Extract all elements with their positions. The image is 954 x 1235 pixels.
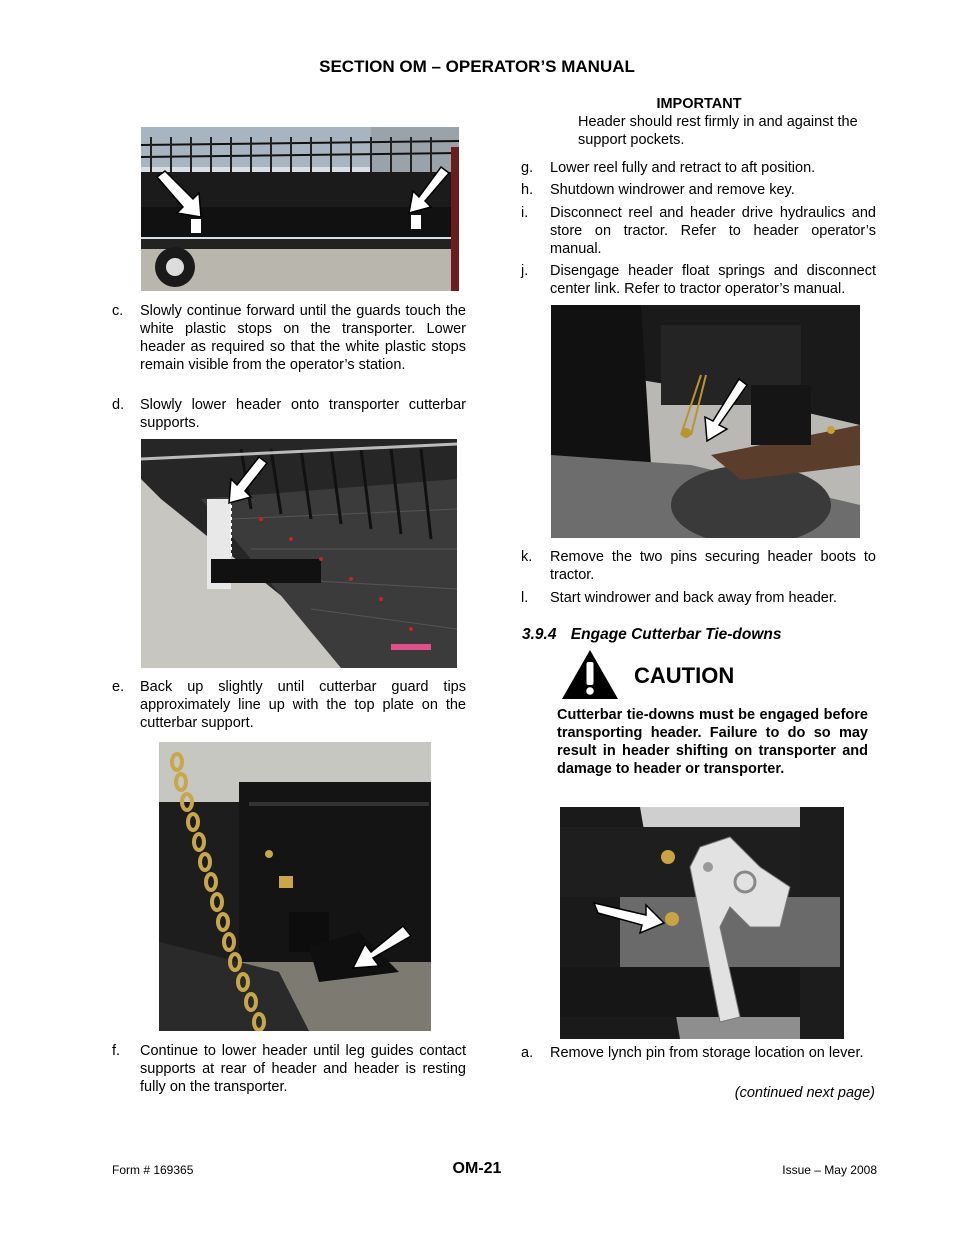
footer-form-number: Form # 169365 [112, 1163, 194, 1177]
photo-cutterbar-support [141, 439, 457, 668]
step-label: a. [521, 1045, 534, 1061]
step-g [521, 159, 876, 177]
footer-issue-date: Issue – May 2008 [782, 1163, 877, 1177]
step-text: Slowly lower header onto transporter cutterbar supports. [140, 397, 466, 431]
step-label: i. [521, 205, 529, 221]
photo-leg-guide-chain [159, 742, 431, 1031]
step-label: k. [521, 549, 533, 565]
warning-triangle-icon [560, 648, 620, 701]
step-text: Remove the two pins securing header boots to tractor. [550, 549, 876, 583]
photo-header-on-transporter [141, 127, 459, 291]
step-c [112, 302, 466, 392]
step-text: Shutdown windrower and remove key. [550, 182, 795, 198]
step-label: j. [521, 263, 529, 279]
important-text: Header should rest firmly in and against the support pockets. [578, 114, 858, 148]
step-text: Disconnect reel and header drive hydraulics and store on tractor. Refer to header operator’s manual. [550, 205, 876, 257]
step-label: l. [521, 590, 529, 606]
step-label: g. [521, 160, 534, 176]
step-text: Start windrower and back away from header. [550, 590, 837, 606]
section-title: Engage Cutterbar Tie-downs [570, 626, 782, 643]
step-d [112, 396, 466, 432]
step-i [521, 204, 876, 258]
caution-label: CAUTION [634, 663, 735, 688]
step-text: Slowly continue forward until the guards touch the white plastic stops on the transporter. Lower header as required so that the white plastic stops remain visible from the operator’s station. [140, 303, 466, 373]
step-text: Back up slightly until cutterbar guard tips approximately line up with the top plate on the cutterbar support. [140, 679, 466, 731]
step-text: Remove lynch pin from storage location on lever. [550, 1045, 864, 1061]
page-number: OM-21 [452, 1160, 502, 1177]
step-label: e. [112, 679, 125, 695]
step-text: Continue to lower header until leg guides contact supports at rear of header and header is resting fully on the transporter. [140, 1043, 466, 1095]
step-e [112, 678, 466, 732]
step-label: f. [112, 1043, 121, 1059]
step-text: Disengage header float springs and disconnect center link. Refer to tractor operator’s manual. [550, 263, 876, 297]
continued-note: (continued next page) [734, 1085, 875, 1101]
page-title: SECTION OM – OPERATOR’S MANUAL [319, 57, 635, 76]
step-label: c. [112, 303, 124, 319]
step-a [521, 1044, 876, 1080]
step-label: d. [112, 397, 125, 413]
section-heading [522, 626, 782, 644]
step-f [112, 1042, 466, 1096]
step-l [521, 589, 876, 607]
photo-tie-down-latch [560, 807, 844, 1039]
photo-float-springs [551, 305, 860, 538]
step-label: h. [521, 182, 534, 198]
caution-text: Cutterbar tie-downs must be engaged before transporting header. Failure to do so may result in header shifting on transporter and damage to header or transporter. [557, 707, 868, 777]
step-k [521, 548, 876, 584]
section-number: 3.9.4 [522, 626, 557, 643]
step-j [521, 262, 876, 298]
important-heading: IMPORTANT [656, 96, 742, 112]
step-text: Lower reel fully and retract to aft position. [550, 160, 816, 176]
step-h [521, 181, 876, 199]
